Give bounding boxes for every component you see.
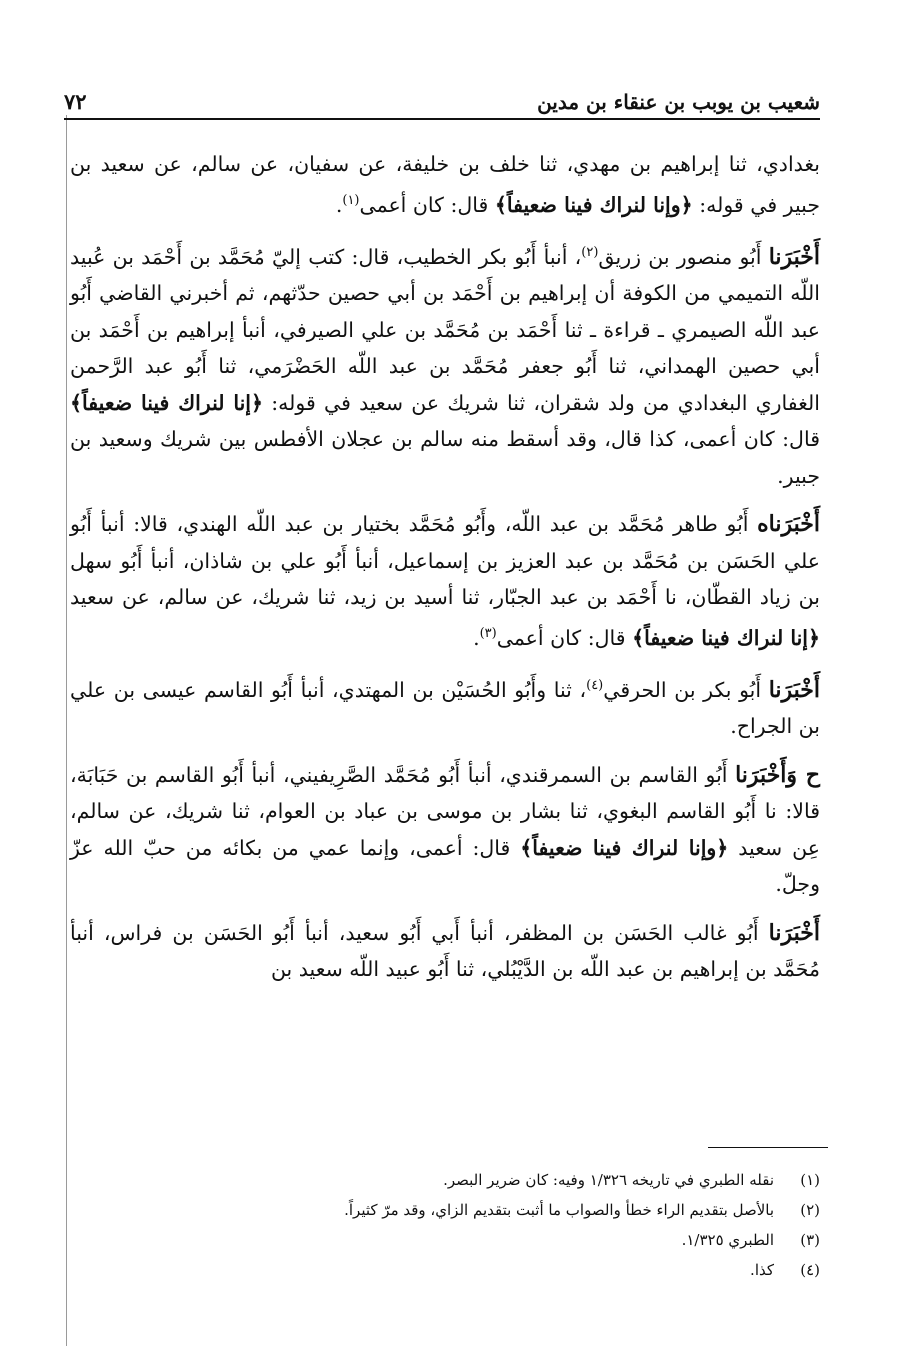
footnote-text: نقله الطبري في تاريخه ١/٣٢٦ وفيه: كان ضرير البصر.: [443, 1171, 774, 1189]
paragraph-3: [70, 506, 820, 656]
margin-line: [66, 115, 67, 1346]
footnote-text: كذا.: [750, 1261, 774, 1279]
paragraph-text: أَبُو غالب الحَسَن بن المظفر، أنبأ أَبي أَبُو سعيد، أنبأ أَبُو الحَسَن بن فراس، أنبأ مُحَمَّد بن إبراهيم بن عبد اللّه بن الدَّيْبُلي، ثنا أَبُو عبيد اللّه سعيد بن: [70, 920, 820, 982]
footnote-number: (٢): [800, 1201, 820, 1219]
quran-quote: ﴿وإنا لنراك فينا ضعيفاً﴾: [494, 192, 693, 217]
isnad-lead: أَخْبَرَنا: [768, 243, 821, 270]
paragraph-text: قال: كان أعمى: [496, 625, 633, 650]
footnote-3: [70, 1225, 820, 1255]
isnad-lead: أَخْبَرَنا: [768, 676, 821, 703]
footnote-ref[interactable]: (١): [342, 192, 360, 208]
paragraph-tail: .: [335, 192, 343, 217]
paragraph-text: أَبُو القاسم بن السمرقندي، أنبأ أَبُو مُحَمَّد الصَّرِيفيني، أنبأ أَبُو القاسم بن حَبَابَة، قالا: نا أَبُو القاسم البغوي، ثنا بشار بن موسى بن عباد بن العوام، ثنا شريك، عن سالم، عِن سعيد: [70, 762, 820, 860]
paragraph-text: قال: أعمى، وإنما عمي من بكائه من حبّ الله عزّ وجلّ.: [70, 835, 820, 897]
quran-quote: ﴿إنا لنراك فينا ضعيفاً﴾: [70, 390, 264, 415]
footnote-text: الطبري ١/٣٢٥.: [681, 1231, 774, 1249]
footnote-separator: [708, 1147, 828, 1148]
paragraph-1: [70, 146, 820, 223]
main-text: [70, 146, 820, 1000]
paragraph-text: أَبُو طاهر مُحَمَّد بن عبد اللّه، وأَبُو مُحَمَّد بختيار بن عبد اللّه الهندي، قالا: أنبأ أَبُو علي الحَسَن بن مُحَمَّد بن عبد العزيز بن إسماعيل، أنبأ أَبُو علي بن شاذان، أنبأ أَبُو سهل بن زياد القطّان، نا أَحْمَد بن عبد الجبّار، ثنا أسيد بن زيد، ثنا شريك، عن سالم، عن سعيد: [70, 512, 820, 610]
paragraph-text: قال: كان أعمى: [359, 192, 495, 217]
paragraph-5: [70, 757, 820, 903]
quran-quote: ﴿وإنا لنراك فينا ضعيفاً﴾: [520, 835, 729, 860]
footnote-ref[interactable]: (٢): [581, 244, 599, 260]
footnote-4: [70, 1255, 820, 1285]
isnad-lead: أَخْبَرَنا: [768, 919, 820, 946]
isnad-lead: ح وَأَخْبَرَنا: [735, 761, 820, 788]
paragraph-text: بغدادي، ثنا إبراهيم بن مهدي، ثنا خلف بن خليفة، عن سفيان، عن سالم، عن سعيد بن جبير في قوله:: [70, 152, 820, 217]
footnotes: [70, 1165, 820, 1285]
quran-quote: ﴿إنا لنراك فينا ضعيفاً﴾: [632, 625, 820, 650]
paragraph-text: أَبُو بكر بن الحرقي: [603, 677, 769, 702]
footnote-text: بالأصل بتقديم الراء خطأ والصواب ما أثبت بتقديم الزاي، وقد مرّ كثيراً.: [344, 1201, 774, 1219]
paragraph-text: قال: كان أعمى، كذا قال، وقد أسقط منه سالم بن عجلان الأفطس بين شريك وسعيد بن جبير.: [70, 427, 820, 488]
paragraph-text: أَبُو منصور بن زريق: [598, 244, 769, 269]
paragraph-tail: .: [473, 625, 480, 650]
running-header: [64, 80, 820, 120]
paragraph-6: [70, 915, 820, 988]
footnote-2: [70, 1195, 820, 1225]
paragraph-text: ، ثنا وأَبُو الحُسَيْن بن المهتدي، أنبأ أَبُو القاسم عيسى بن علي بن الجراح.: [70, 677, 820, 739]
page-number: ٧٢: [64, 89, 87, 114]
running-title: شعيب بن يوبب بن عنقاء بن مدين: [537, 90, 820, 114]
isnad-lead: أَخْبَرَناه: [757, 511, 820, 538]
paragraph-4: [70, 668, 820, 745]
footnote-number: (٣): [800, 1231, 820, 1249]
paragraph-2: [70, 235, 820, 494]
footnote-ref[interactable]: (٤): [586, 677, 604, 693]
footnote-number: (٤): [800, 1261, 820, 1279]
footnote-number: (١): [800, 1171, 820, 1189]
footnote-ref[interactable]: (٣): [479, 625, 497, 641]
footnote-1: [70, 1165, 820, 1195]
paragraph-text: ، أنبأ أَبُو بكر الخطيب، قال: كتب إليّ مُحَمَّد بن أَحْمَد بن عُبيد اللّه التميمي من الكوفة أن إبراهيم بن أَحْمَد بن أبي حصين حدّثهم، ثم أخبرني القاضي أَبُو عبد اللّه الصيمري ـ قراءة ـ ثنا أَحْمَد بن مُحَمَّد بن علي الصيرفي، أنبأ إبراهيم بن أَحْمَد بن أبي حصين الهمداني، ثنا أَبُو جعفر مُحَمَّد بن عبد اللّه الحَضْرَمي، ثنا أَبُو عبد الرَّحمن الغفاري البغدادي من ولد شقران، ثنا شريك عن سعيد في قوله:: [70, 244, 820, 415]
